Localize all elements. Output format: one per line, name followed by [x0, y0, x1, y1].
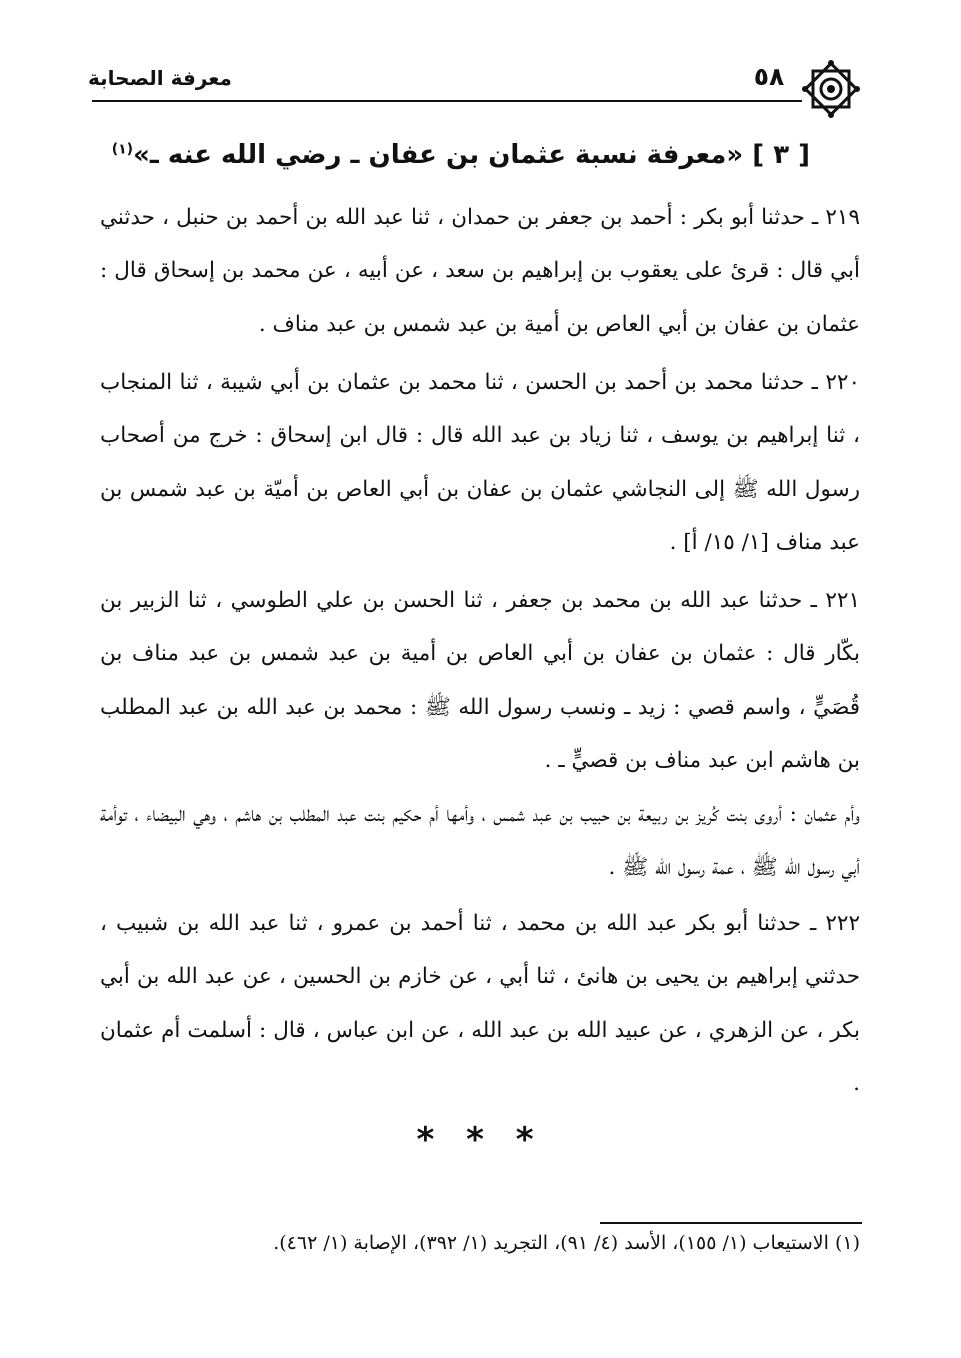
hadith-220 [100, 356, 860, 569]
paragraph: وأم عثمان : أروى بنت كُريز بن ربيعة بن حبيب بن عبد شمس ، وأمها أم حكيم بنت عبد المطلب بن هاشم ، وهي البيضاء ، توأمة أبي رسول الله ﷺ ، عمة رسول الله ﷺ . [100, 802, 860, 881]
footnote: (١) الاستيعاب (١/ ١٥٥)، الأسد (٤/ ٩١)، التجريد (١/ ٣٩٢)، الإصابة (١/ ٤٦٢). [273, 1232, 860, 1254]
paragraph: ٢٢٢ ـ حدثنا أبو بكر عبد الله بن محمد ، ثنا أحمد بن عمرو ، ثنا عبد الله بن شبيب ، حدثني إبراهيم بن يحيى بن هانئ ، ثنا أبي ، عن خازم بن الحسين ، عن عبد الله بن أبي بكر ، عن الزهري ، عن عبيد الله بن عبد الله ، عن ابن عباس ، قال : أسلمت أم عثمان . [100, 911, 860, 1096]
footnote-divider [600, 1222, 862, 1224]
footnote-reference: (١) [111, 141, 134, 158]
hadith-219 [100, 191, 860, 351]
page-number: ٥٨ [753, 62, 785, 91]
section-separator: * * * [416, 1120, 544, 1160]
mother-of-uthman-paragraph [100, 788, 860, 895]
octagon-ornament-icon [800, 58, 862, 120]
paragraph: ٢٢٠ ـ حدثنا محمد بن أحمد بن الحسن ، ثنا محمد بن عثمان بن أبي شيبة ، ثنا المنجاب ، ثنا إبراهيم بن يوسف ، ثنا زياد بن عبد الله قال : قال ابن إسحاق : خرج من أصحاب رسول الله ﷺ إلى النجاشي عثمان بن عفان بن أبي العاص بن أميّة بن عبد شمس بن عبد مناف [١/ ١٥/ أ] . [100, 370, 860, 555]
chapter-heading [111, 140, 810, 182]
hadith-221 [100, 574, 860, 787]
chapter-heading-text: [ ٣ ] «معرفة نسبة عثمان بن عفان ـ رضي الله عنه ـ» [133, 140, 810, 170]
paragraph: ٢١٩ ـ حدثنا أبو بكر : أحمد بن جعفر بن حمدان ، ثنا عبد الله بن أحمد بن حنبل ، حدثني أبي قال : قرئ على يعقوب بن إبراهيم بن سعد ، عن أبيه ، عن محمد بن إسحاق قال : عثمان بن عفان بن أبي العاص بن أمية بن عبد شمس بن عبد مناف . [100, 205, 860, 337]
hadith-222 [100, 897, 860, 1110]
running-title: معرفة الصحابة [88, 66, 232, 90]
header-divider [92, 100, 802, 102]
paragraph: ٢٢١ ـ حدثنا عبد الله بن محمد بن جعفر ، ثنا الحسن بن علي الطوسي ، ثنا الزبير بن بكّار قال : عثمان بن عفان بن أبي العاص بن أمية بن عبد شمس بن عبد مناف بن قُصَيٍّ ، واسم قصي : زيد ـ ونسب رسول الله ﷺ : محمد بن عبد الله بن عبد المطلب بن هاشم ابن عبد مناف بن قصيٍّ ـ . [100, 588, 860, 773]
